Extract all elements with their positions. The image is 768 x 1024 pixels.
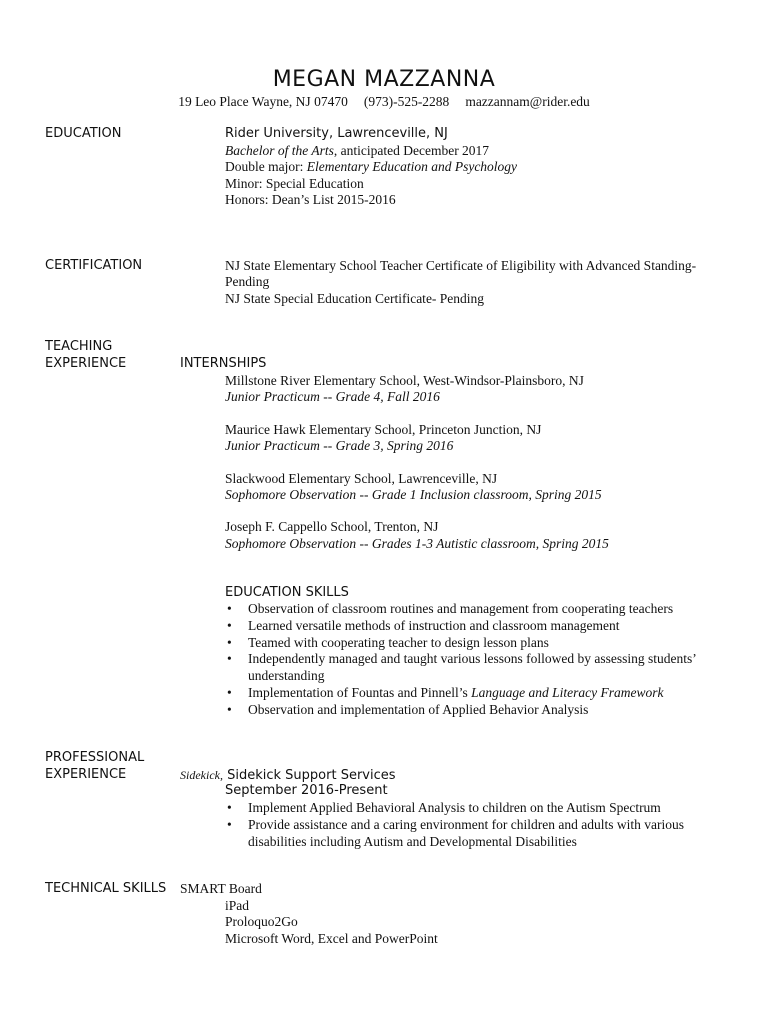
major-label: Double major: (225, 159, 307, 174)
internship-detail: Junior Practicum -- Grade 3, Spring 2016 (225, 438, 454, 453)
professional-heading-2: EXPERIENCE (45, 767, 127, 782)
certification-line-1: NJ State Elementary School Teacher Certificate of Eligibility with Advanced Standing- (225, 258, 697, 273)
education-school: Rider University, Lawrenceville, NJ (225, 126, 448, 141)
internship-school: Slackwood Elementary School, Lawrenceville, NJ (225, 471, 498, 486)
technical-item: Microsoft Word, Excel and PowerPoint (225, 931, 438, 946)
internship-school: Millstone River Elementary School, West-Windsor-Plainsboro, NJ (225, 373, 584, 388)
internship-school: Joseph F. Cappello School, Trenton, NJ (225, 519, 439, 534)
education-skills-list (225, 601, 745, 719)
technical-item: Proloquo2Go (225, 914, 298, 929)
internship-detail: Junior Practicum -- Grade 4, Fall 2016 (225, 389, 440, 404)
certification-line-2: NJ State Special Education Certificate- Pending (225, 291, 485, 306)
professional-heading-1: PROFESSIONAL (45, 750, 145, 765)
employment-dates: September 2016-Present (225, 783, 388, 798)
internship-detail: Sophomore Observation -- Grade 1 Inclusion classroom, Spring 2015 (225, 487, 602, 502)
list-item: • Independently managed and taught various lessons followed by assessing students’ understanding (225, 651, 745, 685)
certification-heading: CERTIFICATION (45, 258, 143, 273)
education-skills-heading: EDUCATION SKILLS (225, 585, 349, 600)
address: 19 Leo Place Wayne, NJ 07470 (178, 94, 348, 109)
list-item: • Implementation of Fountas and Pinnell’s Language and Literacy Framework (225, 685, 745, 702)
internships-subheading: INTERNSHIPS (180, 356, 267, 371)
education-minor: Minor: Special Education (225, 176, 364, 191)
internship-detail: Sophomore Observation -- Grades 1-3 Autistic classroom, Spring 2015 (225, 536, 609, 551)
professional-duties-list (225, 800, 745, 850)
phone: (973)-525-2288 (363, 94, 450, 109)
employer (180, 767, 396, 784)
certification-line-1b: Pending (225, 274, 270, 289)
list-item: • Teamed with cooperating teacher to design lesson plans (225, 635, 745, 652)
teaching-heading-2: EXPERIENCE (45, 356, 127, 371)
degree-date: , anticipated December 2017 (333, 143, 490, 158)
teaching-heading-1: TEACHING (45, 339, 113, 354)
list-item: • Implement Applied Behavioral Analysis to children on the Autism Spectrum (225, 800, 745, 817)
education-degree (225, 143, 489, 159)
degree-name: Bachelor of the Arts (225, 143, 334, 158)
contact-line (0, 94, 768, 110)
education-heading: EDUCATION (45, 126, 122, 141)
resume-name: MEGAN MAZZANNA (272, 67, 496, 92)
employer-italic: Sidekick, (180, 768, 223, 782)
technical-item: iPad (225, 898, 250, 913)
technical-item: SMART Board (180, 881, 262, 896)
list-item: • Observation and implementation of Applied Behavior Analysis (225, 702, 745, 719)
major-value: Elementary Education and Psychology (306, 159, 518, 174)
technical-heading: TECHNICAL SKILLS (45, 881, 167, 896)
education-major (225, 159, 517, 175)
employer-name: Sidekick Support Services (222, 768, 396, 783)
internship-school: Maurice Hawk Elementary School, Princeton Junction, NJ (225, 422, 542, 437)
list-item: • Provide assistance and a caring environment for children and adults with various disabilities including Autism and Developmental Disabilities (225, 817, 745, 851)
email: mazzannam@rider.edu (465, 94, 590, 109)
list-item: • Observation of classroom routines and management from cooperating teachers (225, 601, 745, 618)
education-honors: Honors: Dean’s List 2015-2016 (225, 192, 396, 207)
list-item: • Learned versatile methods of instruction and classroom management (225, 618, 745, 635)
